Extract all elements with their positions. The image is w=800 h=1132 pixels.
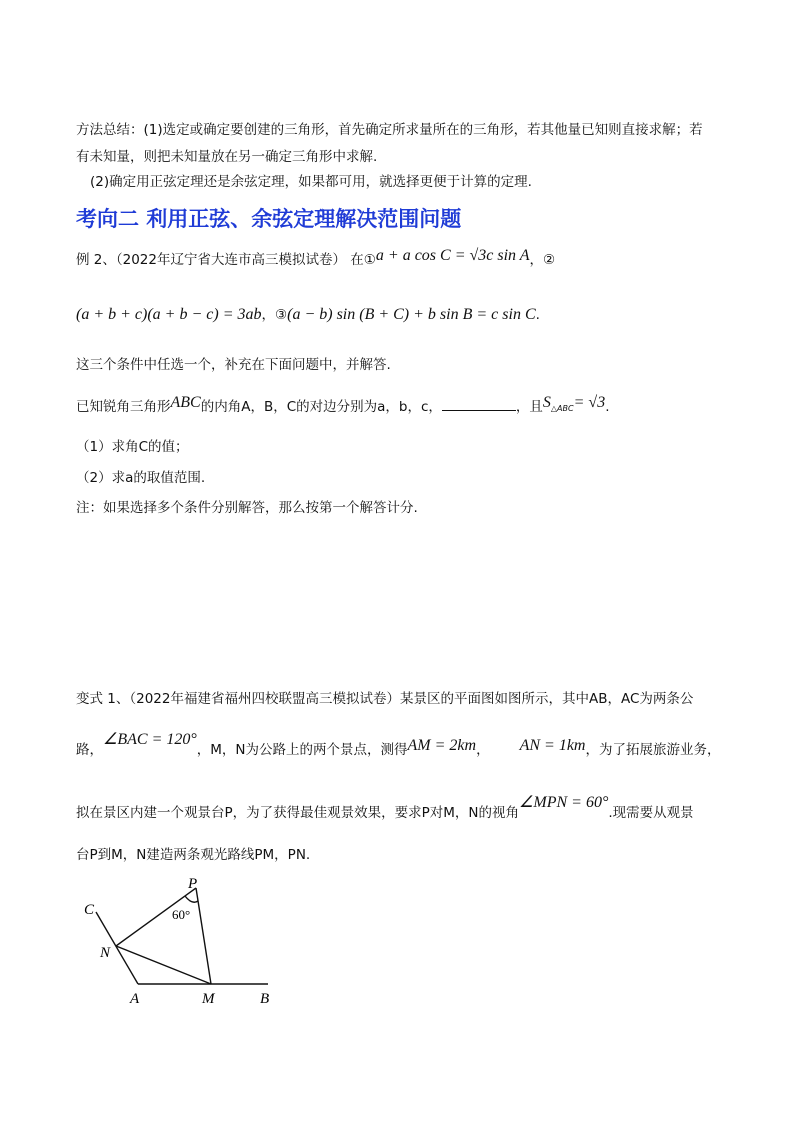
separator-3: ，③ bbox=[261, 307, 288, 323]
given-prefix: 已知锐角三角形 bbox=[76, 399, 171, 415]
triangle-abc: ABC bbox=[170, 394, 201, 411]
conditions-end: . bbox=[535, 307, 540, 323]
example-2-given-line bbox=[76, 394, 728, 419]
label-b: B bbox=[260, 991, 270, 1007]
condition-3: (a − b) sin (B + C) + b sin B = c sin C bbox=[287, 306, 536, 323]
example-2-task: 这三个条件中任选一个，补充在下面问题中，并解答. bbox=[76, 357, 391, 373]
method-summary-line-2: 有未知量，则把未知量放在另一确定三角形中求解. bbox=[76, 149, 378, 165]
example-2-conditions-line bbox=[76, 305, 728, 325]
variant-comma: ， bbox=[476, 742, 490, 758]
angle-mpn: ∠MPN = 60° bbox=[519, 794, 609, 811]
label-m: M bbox=[202, 991, 215, 1007]
separator-2: ，② bbox=[529, 252, 556, 268]
label-a: A bbox=[130, 991, 140, 1007]
segment-pm bbox=[196, 888, 211, 984]
variant-1-line-2 bbox=[76, 731, 728, 760]
condition-1: a + a cos C = √3c sin A bbox=[375, 247, 530, 264]
condition-2: (a + b + c)(a + b − c) = 3ab bbox=[76, 306, 262, 323]
segment-nm bbox=[116, 946, 211, 984]
section-heading: 考向二 利用正弦、余弦定理解决范围问题 bbox=[76, 207, 462, 231]
method-summary-line-1: 方法总结：(1)选定或确定要创建的三角形，首先确定所求量所在的三角形，若其他量已知则直接求解；若 bbox=[76, 122, 703, 138]
method-summary-line-3: (2)确定用正弦定理还是余弦定理，如果都可用，就选择更便于计算的定理. bbox=[90, 174, 532, 190]
question-2: （2）求a的取值范围. bbox=[76, 470, 206, 486]
example-2-note: 注：如果选择多个条件分别解答，那么按第一个解答计分. bbox=[76, 500, 418, 516]
example-2-intro: 例 2、（2022年辽宁省大连市高三模拟试卷） 在① bbox=[76, 252, 376, 268]
variant-line-3b: .现需要从观景 bbox=[608, 805, 694, 821]
area-subscript: △ABC bbox=[550, 404, 574, 413]
angle-arc bbox=[185, 896, 198, 902]
area-symbol: S bbox=[542, 394, 551, 411]
geometry-figure bbox=[76, 872, 296, 1012]
variant-1-line-3 bbox=[76, 794, 728, 823]
label-p: P bbox=[188, 876, 198, 892]
label-n: N bbox=[100, 945, 111, 961]
area-value: = √3 bbox=[573, 394, 606, 411]
distance-am: AM = 2km bbox=[407, 737, 477, 754]
example-2-intro-line bbox=[76, 247, 728, 270]
variant-mid-2: ，为了拓展旅游业务， bbox=[585, 742, 721, 758]
variant-mid-1: ，M，N为公路上的两个景点，测得 bbox=[196, 742, 408, 758]
variant-1-line-1: 变式 1、（2022年福建省福州四校联盟高三模拟试卷）某景区的平面图如图所示，其中AB，AC为两条公 bbox=[76, 691, 694, 707]
answer-blank bbox=[442, 398, 516, 411]
variant-line-3a: 拟在景区内建一个观景台P，为了获得最佳观景效果，要求P对M，N的视角 bbox=[76, 805, 520, 821]
question-1: （1）求角C的值； bbox=[76, 439, 189, 455]
label-c: C bbox=[84, 902, 95, 918]
distance-an: AN = 1km bbox=[519, 737, 586, 754]
variant-1-line-4: 台P到M，N建造两条观光路线PM，PN. bbox=[76, 847, 311, 863]
given-middle: 的内角A，B，C的对边分别为a，b，c， bbox=[200, 399, 442, 415]
label-angle: 60° bbox=[172, 907, 191, 922]
given-and: ，且 bbox=[515, 399, 543, 415]
variant-road: 路， bbox=[76, 742, 103, 758]
angle-bac: ∠BAC = 120° bbox=[103, 731, 197, 748]
given-end: . bbox=[605, 399, 610, 415]
